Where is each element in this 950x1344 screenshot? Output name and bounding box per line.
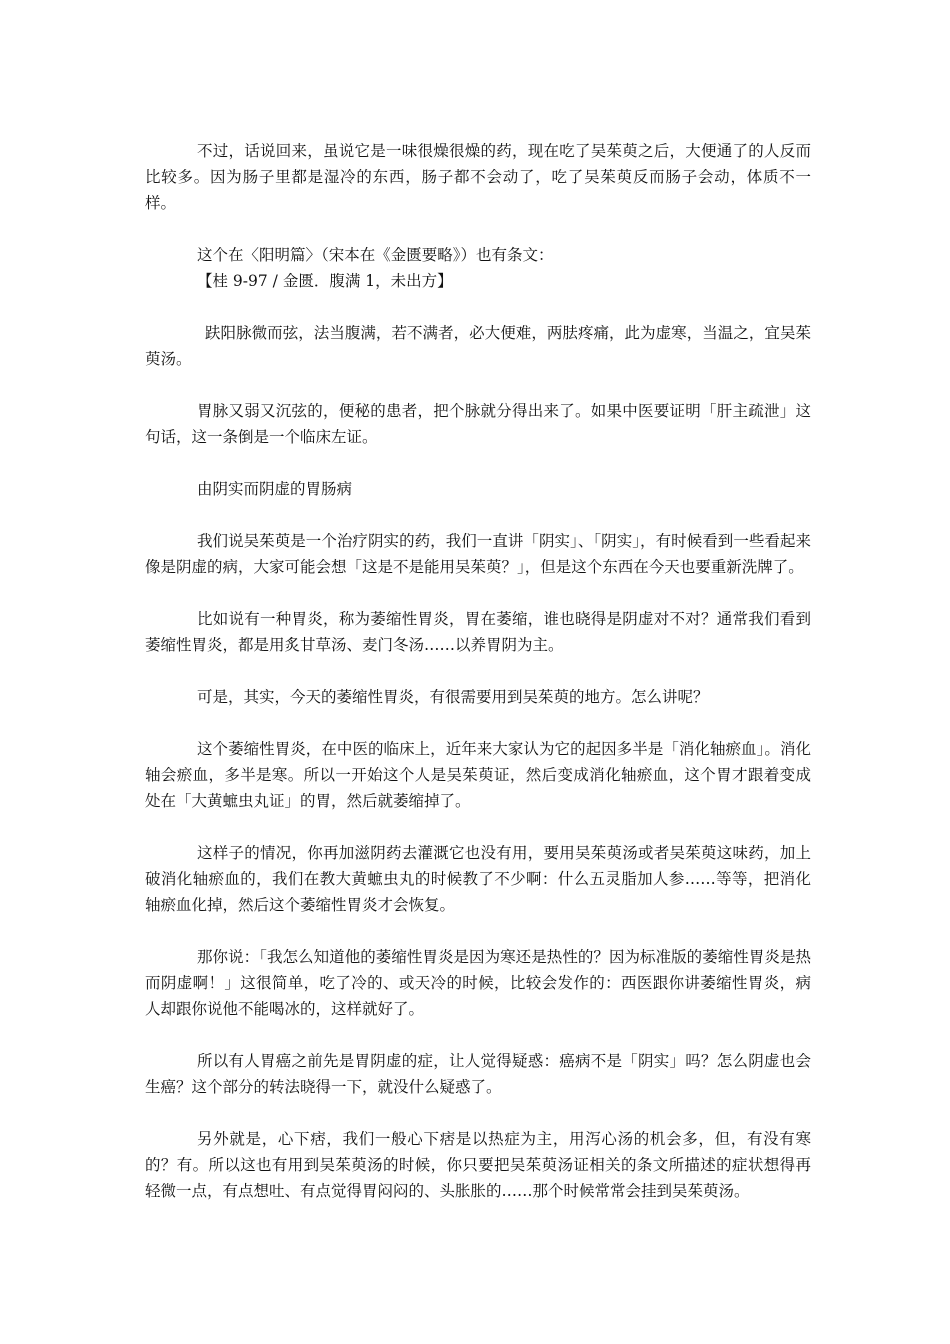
paragraph-atrophic-gastritis: 比如说有一种胃炎，称为萎缩性胃炎，胃在萎缩，谁也晓得是阴虚对不对？通常我们看到萎缩性胃炎，都是用炙甘草汤、麦门冬汤……以养胃阴为主。 [145, 610, 811, 654]
citation-reference: 【桂 9-97 / 金匮．腹满 1，未出方】 [197, 272, 453, 290]
paragraph-treatment: 这样子的情况，你再加滋阴药去灌溉它也没有用，要用吴茱萸汤或者吴茱萸这味药，加上破消化轴瘀血的，我们在教大黄蟅虫丸的时候教了不少啊：什么五灵脂加人参……等等，把消化轴瘀血化掉，然后这个萎缩性胃炎才会恢复。 [145, 844, 811, 914]
document-page [145, 138, 811, 1230]
paragraph-cold-or-heat: 那你说：「我怎么知道他的萎缩性胃炎是因为寒还是热性的？因为标准版的萎缩性胃炎是热而阴虚啊！」这很简单，吃了冷的、或天冷的时候，比较会发作的：西医跟你讲萎缩性胃炎，病人却跟你说他不能喝冰的，这样就好了。 [145, 948, 811, 1018]
classic-quote: 趺阳脉微而弦，法当腹满，若不满者，必大便难，两胠疼痛，此为虚寒，当温之，宜吴茱萸汤。 [145, 324, 811, 368]
paragraph-bowel-movement: 不过，话说回来，虽说它是一味很燥很燥的药，现在吃了吴茱萸之后，大便通了的人反而比较多。因为肠子里都是湿冷的东西，肠子都不会动了，吃了吴茱萸反而肠子会动，体质不一样。 [145, 142, 811, 212]
paragraph-epigastric-fullness: 另外就是，心下痞，我们一般心下痞是以热症为主，用泻心汤的机会多，但，有没有寒的？有。所以这也有用到吴茱萸汤的时候，你只要把吴茱萸汤证相关的条文所描述的症状想得再轻微一点，有点想吐、有点觉得胃闷闷的、头胀胀的……那个时候常常会挂到吴茱萸汤。 [145, 1130, 811, 1200]
paragraph-yangming-reference: 这个在〈阳明篇〉（宋本在《金匮要略》）也有条文： [197, 246, 554, 264]
paragraph-yin-excess: 我们说吴茱萸是一个治疗阴实的药，我们一直讲「阴实」、「阴实」，有时候看到一些看起来像是阴虚的病，大家可能会想「这是不是能用吴茱萸？」，但是这个东西在今天也要重新洗牌了。 [145, 532, 811, 576]
paragraph-however: 可是，其实，今天的萎缩性胃炎，有很需要用到吴茱萸的地方。怎么讲呢？ [197, 688, 709, 706]
paragraph-stomach-pulse: 胃脉又弱又沉弦的，便秘的患者，把个脉就分得出来了。如果中医要证明「肝主疏泄」这句话，这一条倒是一个临床左证。 [145, 402, 811, 446]
section-heading: 由阴实而阴虚的胃肠病 [197, 480, 353, 498]
paragraph-stomach-cancer: 所以有人胃癌之前先是胃阴虚的症，让人觉得疑惑：癌病不是「阴实」吗？怎么阴虚也会生癌？这个部分的转法晓得一下，就没什么疑惑了。 [145, 1052, 811, 1096]
paragraph-digestive-stasis: 这个萎缩性胃炎，在中医的临床上，近年来大家认为它的起因多半是「消化轴瘀血」。消化轴会瘀血，多半是寒。所以一开始这个人是吴茱萸证，然后变成消化轴瘀血，这个胃才跟着变成处在「大黄蟅虫丸证」的胃，然后就萎缩掉了。 [145, 740, 811, 810]
